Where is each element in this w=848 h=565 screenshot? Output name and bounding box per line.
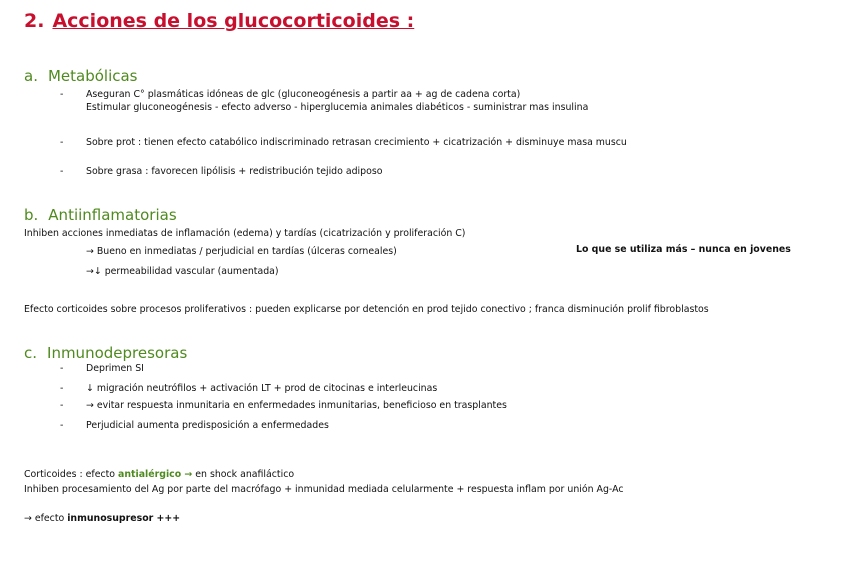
section-c-heading <box>24 344 187 362</box>
section-b-heading <box>24 206 177 224</box>
antiinflamatorias-intro: Inhiben acciones inmediatas de inflamación (edema) y tardías (cicatrización y proliferación C) <box>24 228 466 239</box>
title-text: Acciones de los glucocorticoides : <box>52 10 415 32</box>
antiinflamatorias-sub-1: → Bueno en inmediatas / perjudicial en tardías (úlceras corneales) <box>86 246 397 257</box>
antiinflamatorias-sub-2: →↓ permeabilidad vascular (aumentada) <box>86 266 279 277</box>
metabolicas-item-3: Sobre grasa : favorecen lipólisis + redistribución tejido adiposo <box>86 166 383 177</box>
bullet-marker: - <box>60 420 64 431</box>
antialergico-text-pre: Corticoides : efecto <box>24 469 119 480</box>
inmunodepresoras-item-2: ↓ migración neutrófilos + activación LT + prod de citocinas e interleucinas <box>86 383 438 394</box>
bullet-marker: - <box>60 89 64 100</box>
bullet-marker: - <box>60 383 64 394</box>
metabolicas-item-1-line-2: Estimular gluconeogénesis - efecto adverso - hiperglucemia animales diabéticos - suministrar mas insulina <box>86 102 589 113</box>
section-letter: a. <box>24 67 38 85</box>
inmunodepresoras-item-3: → evitar respuesta inmunitaria en enfermedades inmunitarias, beneficioso en trasplantes <box>86 400 507 411</box>
section-letter: c. <box>24 344 38 362</box>
page-title <box>24 10 414 32</box>
inmunosupresor-highlight: inmunosupresor +++ <box>67 513 181 524</box>
bullet-marker: - <box>60 363 64 374</box>
antialergico-text-post: en shock anafiláctico <box>192 469 295 480</box>
metabolicas-item-1-line-1: Aseguran C° plasmáticas idóneas de glc (gluconeogénesis a partir aa + ag de cadena corta) <box>86 89 521 100</box>
section-title: Inmunodepresoras <box>47 344 188 362</box>
section-title: Antiinflamatorias <box>48 206 177 224</box>
inmunosupresor-line <box>24 513 180 525</box>
metabolicas-item-2: Sobre prot : tienen efecto catabólico indiscriminado retrasan crecimiento + cicatrización + disminuye masa muscu <box>86 137 627 148</box>
inmunodepresoras-item-1: Deprimen SI <box>86 363 144 374</box>
side-note: Lo que se utiliza más – nunca en jovenes <box>576 244 791 255</box>
antialergico-highlight: antialérgico → <box>118 469 193 480</box>
section-a-heading <box>24 67 138 85</box>
inmunosupresor-text-pre: → efecto <box>24 513 68 524</box>
inmunodepresoras-item-4: Perjudicial aumenta predisposición a enfermedades <box>86 420 329 431</box>
bullet-marker: - <box>60 166 64 177</box>
section-letter: b. <box>24 206 39 224</box>
procesamiento-ag-line: Inhiben procesamiento del Ag por parte del macrófago + inmunidad mediada celularmente + respuesta inflam por unión Ag-Ac <box>24 484 624 495</box>
bullet-marker: - <box>60 400 64 411</box>
section-title: Metabólicas <box>47 67 138 85</box>
bullet-marker: - <box>60 137 64 148</box>
proliferative-effect-text: Efecto corticoides sobre procesos proliferativos : pueden explicarse por detención en prod tejido conectivo ; franca disminución prolif fibroblastos <box>24 304 709 315</box>
title-number: 2. <box>24 10 45 32</box>
antialergico-line <box>24 469 294 481</box>
